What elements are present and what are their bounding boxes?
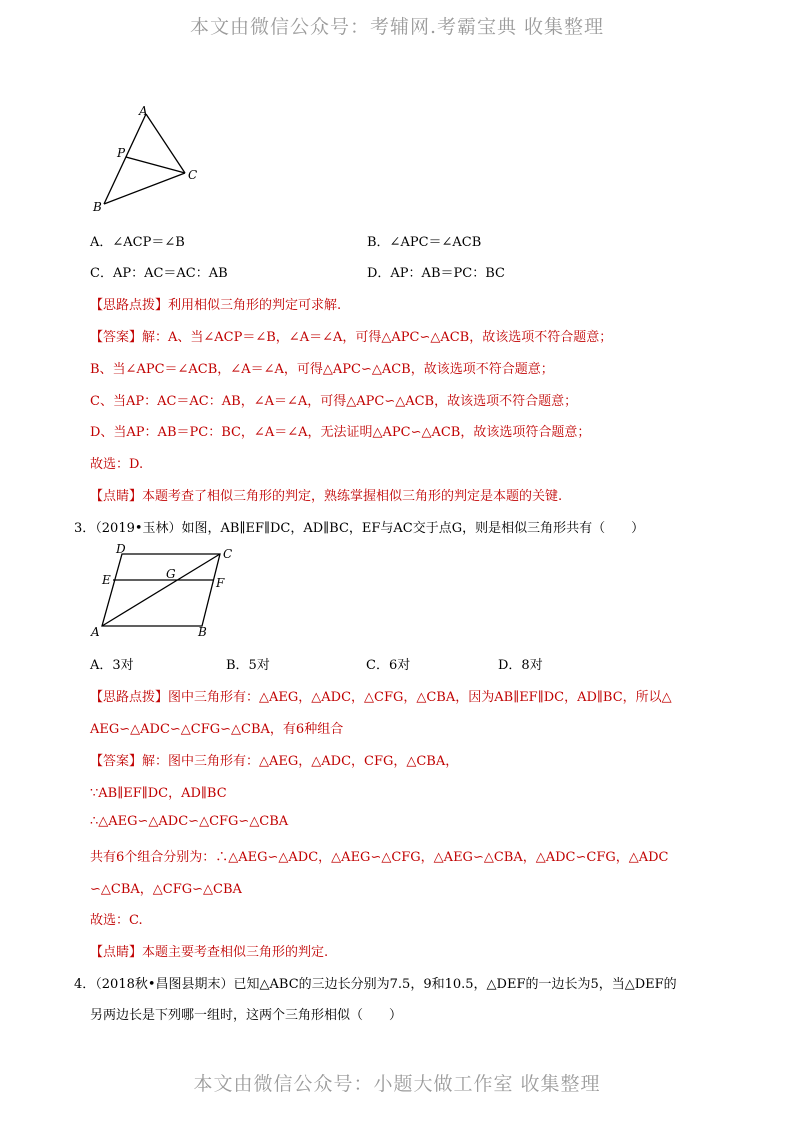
q2-answer-line-1: 【答案】解：A、当∠ACP＝∠B，∠A＝∠A，可得△APC∽△ACB，故该选项不符合题意； [90, 330, 613, 345]
q3-option-c: C．6对 [366, 658, 411, 673]
label-P: P [117, 146, 126, 160]
label-C: C [188, 168, 198, 182]
label-E: E [102, 573, 111, 587]
label-D: D [116, 542, 126, 556]
watermark-top: 本文由微信公众号：考辅网.考霸宝典 收集整理 [189, 16, 605, 38]
label-B: B [93, 200, 102, 214]
q3-answer-line-5: ∽△CBA，△CFG∽△CBA [90, 882, 242, 897]
q2-option-b: B．∠APC＝∠ACB [367, 235, 482, 250]
q3-stem: 3．（2019•玉林）如图，AB∥EF∥DC，AD∥BC，EF与AC交于点G，则是相似三角形共有（ ） [74, 521, 645, 536]
label-F: F [216, 576, 225, 590]
q2-answer-line-3: C、当AP：AC＝AC：AB，∠A＝∠A，可得△APC∽△ACB，故该选项不符合题意； [90, 394, 578, 409]
q3-answer-line-1: 【答案】解：图中三角形有：△AEG，△ADC，CFG，△CBA， [90, 754, 459, 769]
label-C: C [223, 547, 233, 561]
q2-hint: 【思路点拨】利用相似三角形的判定可求解. [90, 298, 342, 313]
q2-comment: 【点睛】本题考查了相似三角形的判定，熟练掌握相似三角形的判定是本题的关键. [90, 489, 563, 504]
q3-comment: 【点睛】本题主要考查相似三角形的判定. [90, 945, 329, 960]
q3-answer-line-3: ∴△AEG∽△ADC∽△CFG∽△CBA [90, 814, 289, 829]
label-G: G [166, 567, 176, 581]
q4-stem-line-1: 4．（2018秋•昌图县期末）已知△ABC的三边长分别为7.5，9和10.5，△DEF的一边长为5，当△DEF的 [74, 977, 677, 992]
q3-hint-line-2: AEG∽△ADC∽△CFG∽△CBA，有6种组合 [90, 722, 344, 737]
q3-option-d: D．8对 [498, 658, 543, 673]
q2-answer-line-4: D、当AP：AB＝PC：BC，∠A＝∠A，无法证明△APC∽△ACB，故该选项符合题意； [90, 425, 591, 440]
q2-answer-line-5: 故选：D. [90, 457, 144, 472]
watermark-bottom: 本文由微信公众号：小题大做工作室 收集整理 [193, 1073, 601, 1095]
q3-answer-line-4: 共有6个组合分别为：∴△AEG∽△ADC，△AEG∽△CFG，△AEG∽△CBA，△ADC∽CFG，△ADC [90, 850, 669, 865]
q2-answer-line-2: B、当∠APC＝∠ACB，∠A＝∠A，可得△APC∽△ACB，故该选项不符合题意； [90, 362, 554, 377]
q2-option-a: A．∠ACP＝∠B [90, 235, 185, 250]
parallelogram-figure [86, 540, 236, 644]
q4-stem-line-2: 另两边长是下列哪一组时，这两个三角形相似（ ） [90, 1008, 403, 1023]
label-A: A [91, 625, 100, 639]
triangle-figure [84, 100, 214, 220]
q3-answer-line-2: ∵AB∥EF∥DC，AD∥BC [90, 786, 227, 801]
label-B: B [198, 625, 207, 639]
q3-answer-line-6: 故选：C. [90, 913, 143, 928]
q3-option-b: B．5对 [226, 658, 270, 673]
label-A: A [139, 104, 148, 118]
q3-option-a: A．3对 [90, 658, 134, 673]
q2-option-c: C．AP：AC＝AC：AB [90, 266, 228, 281]
q2-option-d: D．AP：AB＝PC：BC [367, 266, 505, 281]
q3-hint-line-1: 【思路点拨】图中三角形有：△AEG，△ADC，△CFG，△CBA，因为AB∥EF∥DC，AD∥BC，所以△ [90, 690, 672, 705]
